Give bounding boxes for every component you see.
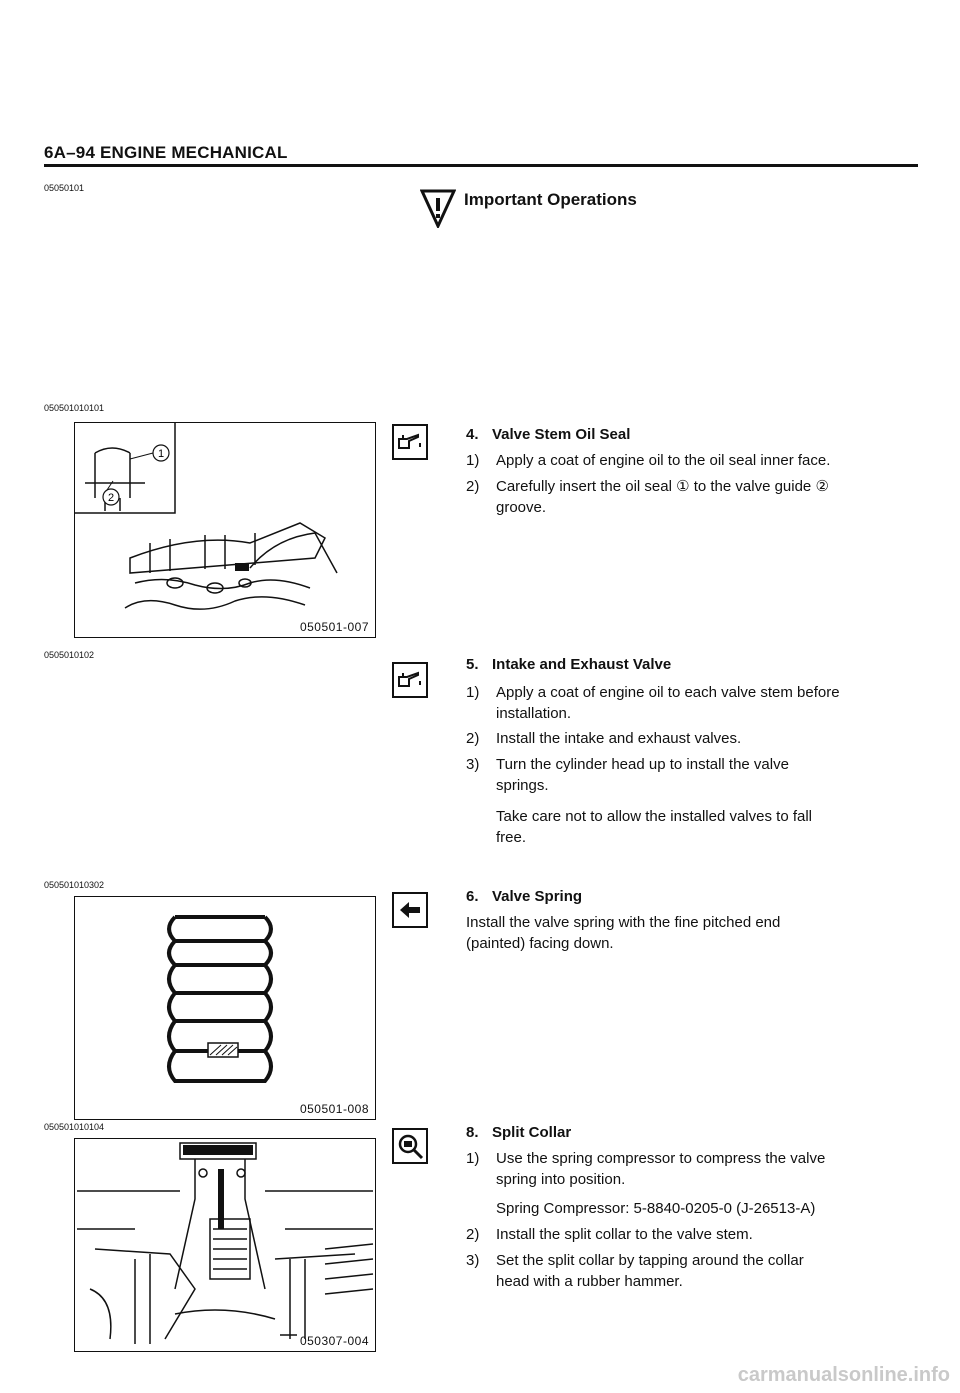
section-6-number: 6. [466,888,479,905]
step-text: head with a rubber hammer. [496,1273,683,1290]
step-number: 2) [466,730,480,747]
arrow-left-icon [392,892,428,928]
step-text: Install the intake and exhaust valves. [496,730,742,747]
section-8-title: Split Collar [492,1124,572,1141]
step-text: Carefully insert the oil seal ① to the valve guide ② [496,478,829,495]
figure-label: 050501-008 [299,1102,369,1116]
step-text: Set the split collar by tapping around the collar [496,1252,804,1269]
header-divider [44,164,918,167]
oil-can-icon [392,662,428,698]
section-4-number: 4. [466,426,479,443]
figure-label: 050501-007 [299,620,369,634]
section-8-number: 8. [466,1124,479,1141]
callout-1-label: 1 [157,448,165,460]
page-header-title: 6A–94 ENGINE MECHANICAL [44,143,288,162]
step-text: Install the split collar to the valve stem. [496,1226,753,1243]
step-text: Apply a coat of engine oil to the oil seal inner face. [496,452,831,469]
step-text: Use the spring compressor to compress the valve [496,1150,826,1167]
spring-compressor-illustration [75,1139,375,1351]
tool-spec: Spring Compressor: 5-8840-0205-0 (J-26513-A) [496,1200,816,1217]
oil-can-icon [392,424,428,460]
figure-code: 050501010104 [44,1122,105,1132]
warning-triangle-icon [420,188,456,228]
site-watermark: carmanualsonline.info [737,1364,950,1386]
figure-split-collar [74,1138,376,1352]
cylinder-head-illustration [75,423,375,637]
figure-valve-stem-oil-seal [74,422,376,638]
section-5-title: Intake and Exhaust Valve [492,656,672,673]
step-text: springs. [496,777,549,794]
figure-label: 050307-004 [299,1334,369,1348]
magnifier-icon [392,1128,428,1164]
step-number: 2) [466,1226,480,1243]
step-text: Turn the cylinder head up to install the valve [496,756,789,773]
valve-spring-illustration [75,897,375,1119]
section-6-text: (painted) facing down. [466,935,614,952]
section-6-text: Install the valve spring with the fine pitched end [466,914,781,931]
step-number: 1) [466,1150,480,1167]
callout-2-label: 2 [107,492,115,504]
step-number: 3) [466,1252,480,1269]
section-6-title: Valve Spring [492,888,583,905]
step-number: 3) [466,756,480,773]
figure-valve-spring [74,896,376,1120]
figure-code: 050501010302 [44,880,105,890]
figure-code: 050501010101 [44,403,105,413]
step-number: 2) [466,478,480,495]
step-number: 1) [466,684,480,701]
step-text: installation. [496,705,572,722]
figure-code: 0505010102 [44,650,95,660]
step-note: free. [496,829,527,846]
section-4-title: Valve Stem Oil Seal [492,426,631,443]
important-operations-title: Important Operations [464,190,637,209]
section-code: 05050101 [44,183,85,193]
step-text: Apply a coat of engine oil to each valve stem before [496,684,840,701]
step-number: 1) [466,452,480,469]
step-text: groove. [496,499,547,516]
section-5-number: 5. [466,656,479,673]
step-text: spring into position. [496,1171,626,1188]
step-note: Take care not to allow the installed valves to fall [496,808,813,825]
